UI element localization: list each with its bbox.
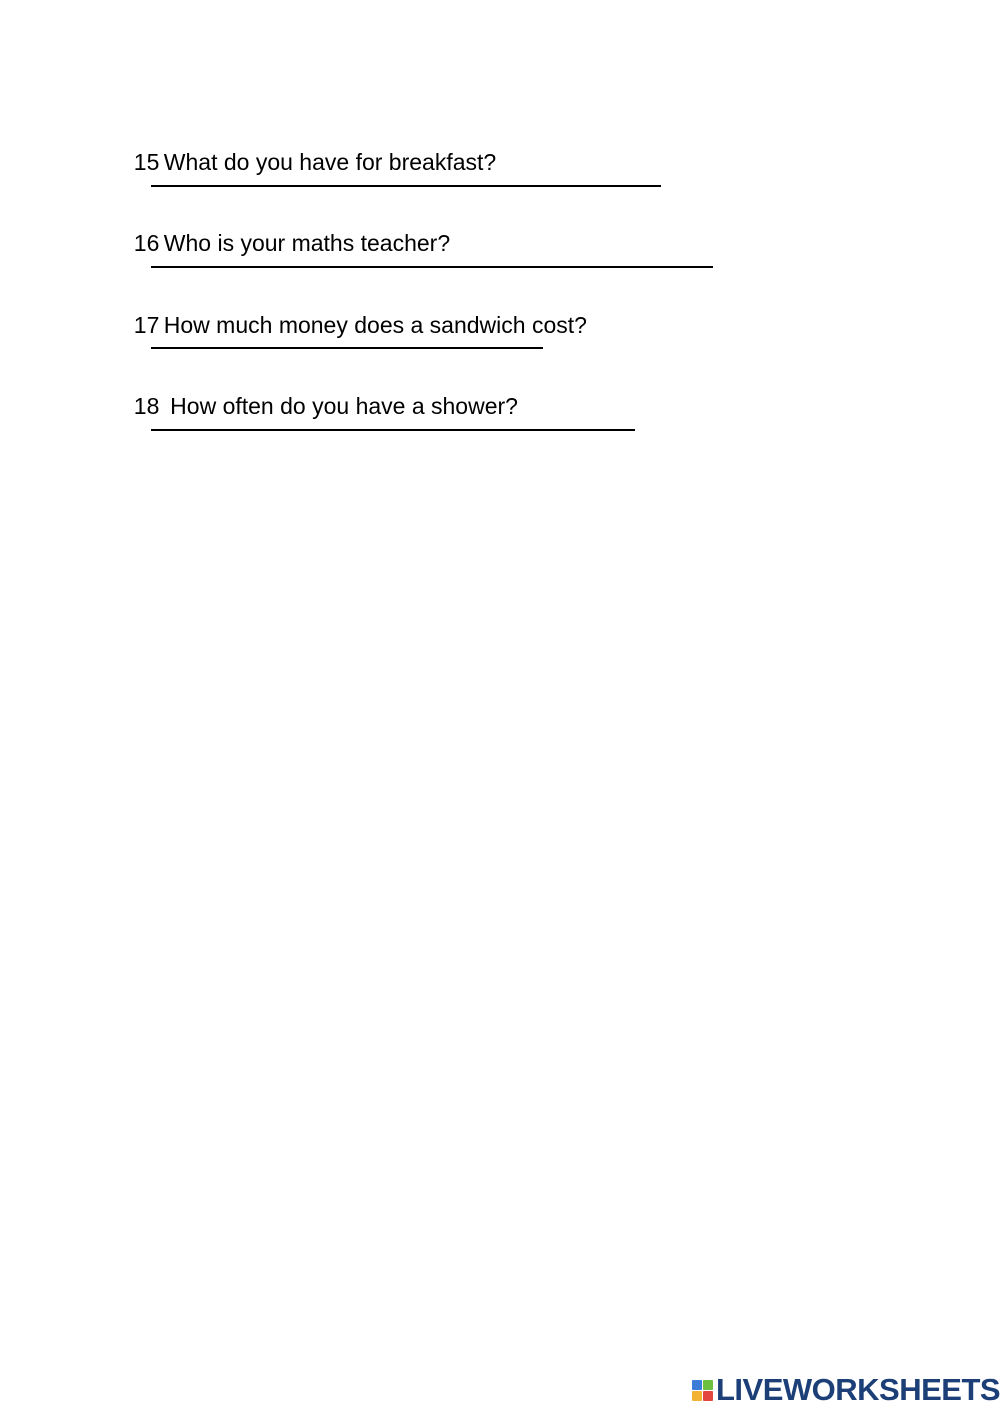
answer-line-16[interactable]	[151, 266, 713, 268]
logo-square	[703, 1380, 713, 1390]
question-number: 17	[133, 312, 160, 338]
logo-square	[692, 1380, 702, 1390]
answer-line-18[interactable]	[151, 429, 635, 431]
question-number: 16	[133, 230, 160, 256]
liveworksheets-logo-icon	[692, 1380, 713, 1401]
brand-name: LIVEWORKSHEETS	[716, 1372, 1000, 1407]
question-15	[121, 120, 496, 176]
liveworksheets-brand	[692, 1374, 1000, 1406]
logo-square	[692, 1391, 702, 1401]
logo-square	[703, 1391, 713, 1401]
question-18	[121, 364, 518, 420]
question-number: 15	[133, 149, 160, 175]
question-text: How much money does a sandwich cost?	[163, 312, 587, 338]
question-17	[121, 283, 587, 339]
answer-line-17[interactable]	[151, 347, 543, 349]
question-16	[121, 201, 450, 257]
question-text: How often do you have a shower?	[163, 393, 518, 419]
question-text: Who is your maths teacher?	[163, 230, 451, 256]
answer-line-15[interactable]	[151, 185, 661, 187]
question-number: 18	[133, 393, 160, 419]
question-text: What do you have for breakfast?	[163, 149, 497, 175]
